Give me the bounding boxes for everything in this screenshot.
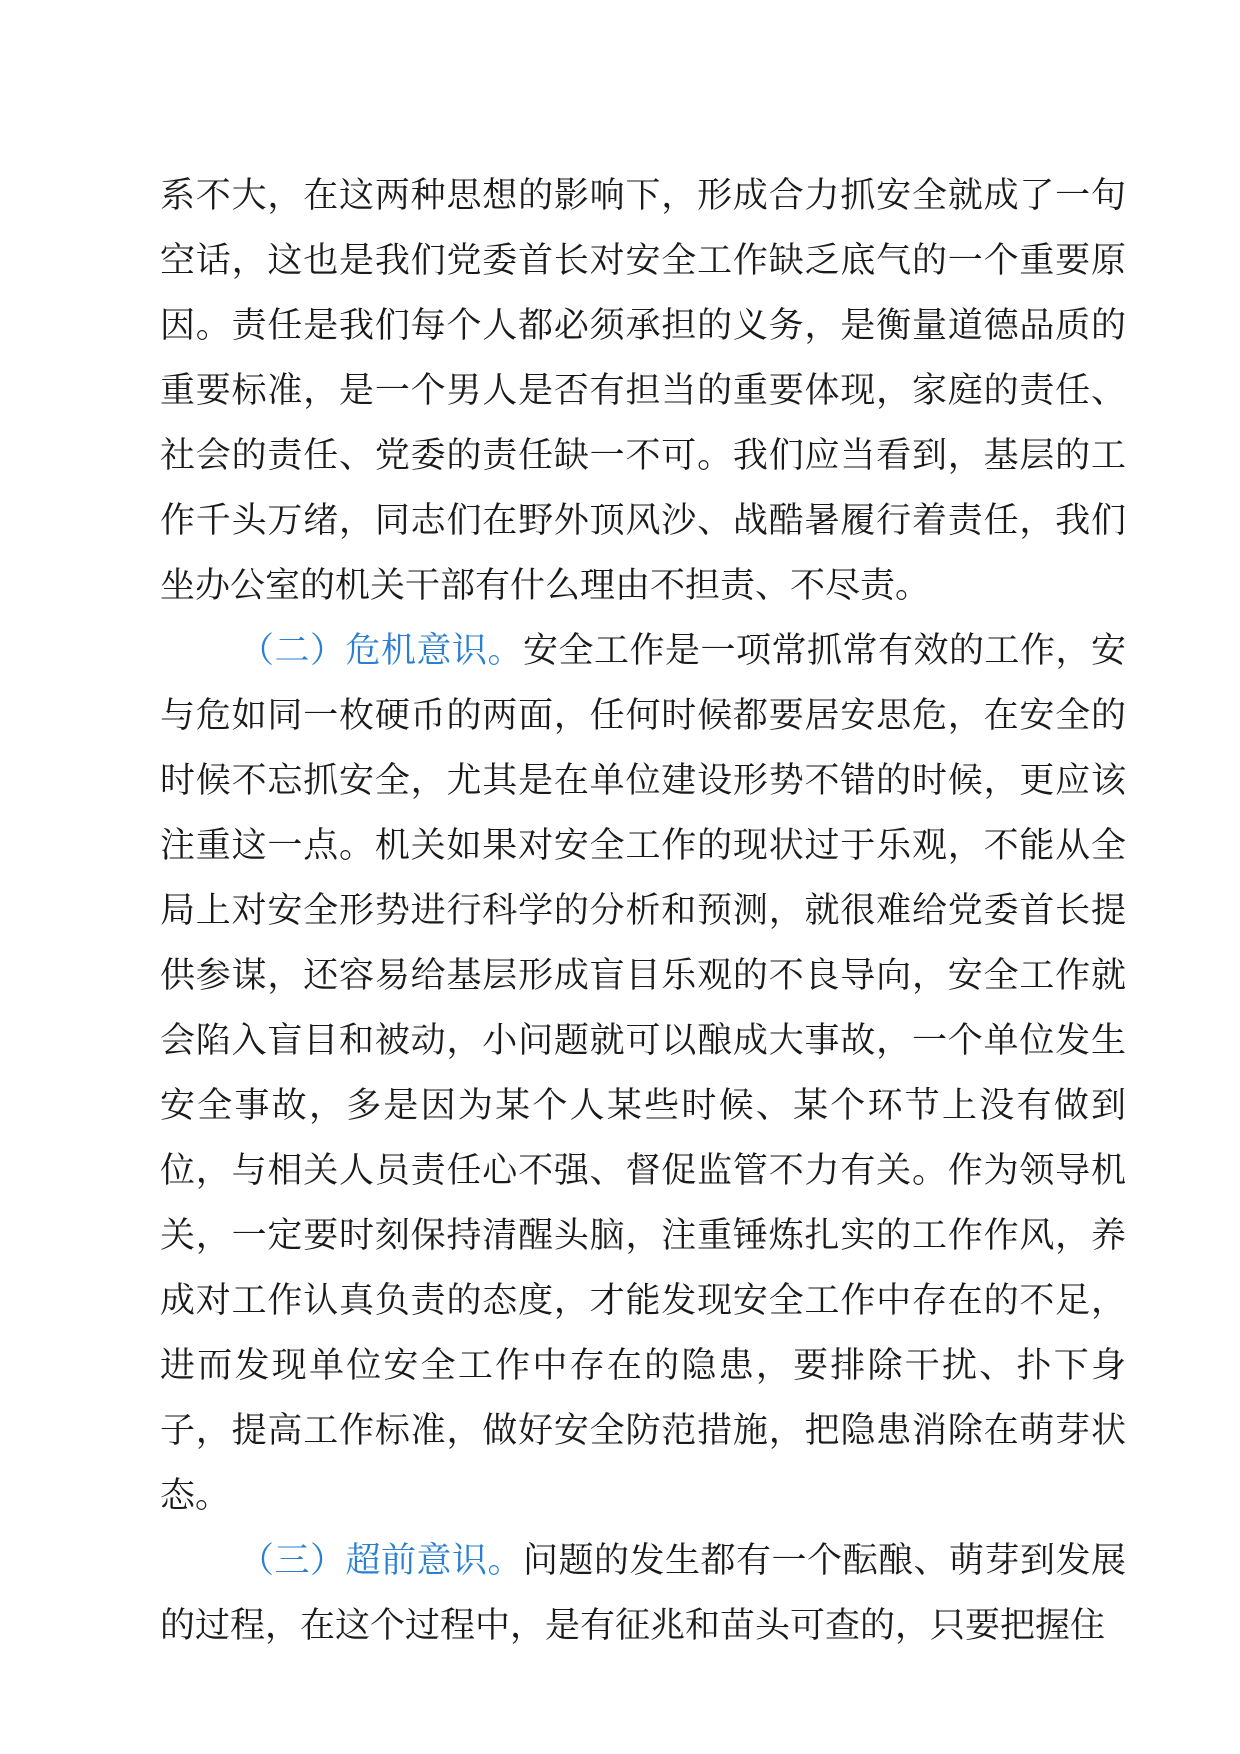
section-heading-forward-awareness: （三）超前意识。 bbox=[239, 1541, 523, 1581]
paragraph-1 bbox=[160, 164, 1126, 619]
paragraph-1-text: 系不大，在这两种思想的影响下，形成合力抓安全就成了一句空话，这也是我们党委首长对安全工作缺乏底气的一个重要原因。责任是我们每个人都必须承担的义务，是衡量道德品质的重要标准，是一个男人是否有担当的重要体现，家庭的责任、社会的责任、党委的责任缺一不可。我们应当看到，基层的工作千头万绪，同志们在野外顶风沙、战酷暑履行着责任，我们坐办公室的机关干部有什么理由不担责、不尽责。 bbox=[160, 176, 1126, 606]
document-page bbox=[160, 164, 1126, 1659]
section-heading-crisis-awareness: （二）危机意识。 bbox=[239, 631, 523, 671]
paragraph-2 bbox=[160, 619, 1126, 1529]
paragraph-3 bbox=[160, 1529, 1126, 1659]
paragraph-3-text: 问题的发生都有一个酝酿、萌芽到发展的过程，在这个过程中，是有征兆和苗头可查的，只要把握住 bbox=[160, 1541, 1126, 1646]
paragraph-2-text: 安全工作是一项常抓常有效的工作，安与危如同一枚硬币的两面，任何时候都要居安思危，在安全的时候不忘抓安全，尤其是在单位建设形势不错的时候，更应该注重这一点。机关如果对安全工作的现状过于乐观，不能从全局上对安全形势进行科学的分析和预测，就很难给党委首长提供参谋，还容易给基层形成盲目乐观的不良导向，安全工作就会陷入盲目和被动，小问题就可以酿成大事故，一个单位发生安全事故，多是因为某个人某些时候、某个环节上没有做到位，与相关人员责任心不强、督促监管不力有关。作为领导机关，一定要时刻保持清醒头脑，注重锤炼扎实的工作作风，养成对工作认真负责的态度，才能发现安全工作中存在的不足，进而发现单位安全工作中存在的隐患，要排除干扰、扑下身子，提高工作标准，做好安全防范措施，把隐患消除在萌芽状态。 bbox=[160, 631, 1126, 1516]
